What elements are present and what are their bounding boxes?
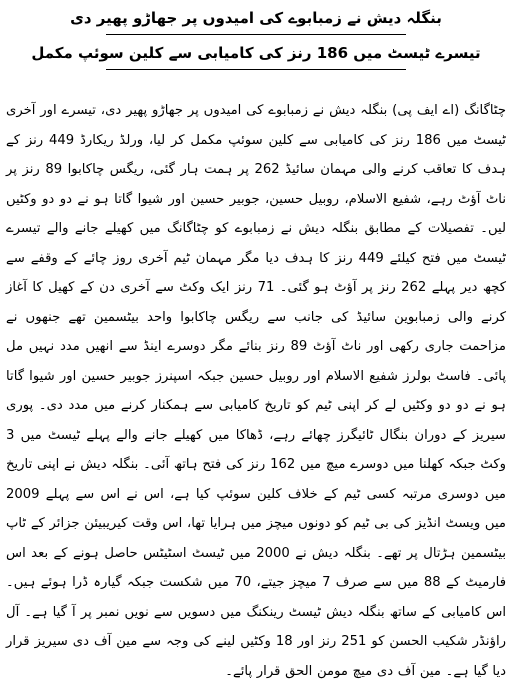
- sub-headline-divider: [106, 69, 406, 70]
- article-body: [6, 96, 506, 686]
- headline-divider: [106, 34, 406, 35]
- article-paragraph: چٹاگانگ (اے ایف پی) بنگلہ دیش نے زمبابوے کی امیدوں پر جھاڑو پھیر دی، تیسرے اور آخری ٹیسٹ میں 186 رنز کی کامیابی سے کلین سوئپ مکمل کر لیا، ورلڈ ریکارڈ 449 رنز کے ہدف کا تعاقب کرنے والی مہمان سائیڈ 262 پر ہمت ہار گئی، ریگس چاکابوا 89 رنز پر ناٹ آؤٹ رہے، شفیع الاسلام، روبیل حسین، جوبیر حسین اور شیوا گاتا ہو نے دو دو وکٹیں لیں۔ تفصیلات کے مطابق بنگلہ دیش نے زمبابوے کو چٹاگانگ میں کھیلے جانے والے تیسرے ٹیسٹ میں فتح کیلئے 449 رنز کا ہدف دیا مگر مہمان ٹیم آخری روز چائے کے وقفے سے کچھ دیر پہلے 262 رنز پر آؤٹ ہو گئی۔ 71 رنز ایک وکٹ سے آخری دن کے کھیل کا آغاز کرنے والی زمبابوین سائیڈ کی جانب سے ریگس چاکابوا واحد بیٹسمین تھے جنھوں نے مزاحمت جاری رکھی اور ناٹ آؤٹ 89 رنز بنائے مگر دوسرے اینڈ سے انھیں مدد نہیں مل پائی۔ فاسٹ بولرز شفیع الاسلام اور روبیل حسین جبکہ اسپنرز جوبیر حسین اور شیوا گاتا ہو نے دو دو وکٹیں لے کر اپنی ٹیم کو تاریخ کامیابی سے ہمکنار کرنے میں مدد دی۔ پوری سیریز کے دوران بنگال ٹائیگرز چھائے رہے، ڈھاکا میں کھیلے جانے والے پہلے ٹیسٹ میں 3 وکٹ جبکہ کھلنا میں دوسرے میچ میں 162 رنز کی فتح ہاتھ آئی۔ بنگلہ دیش نے اپنی تاریخ میں دوسری مرتبہ کسی ٹیم کے خلاف کلین سوئپ کیا ہے، اس نے اس سے پہلے 2009 میں ویسٹ انڈیز کی بی ٹیم کو دونوں میچز میں ہرایا تھا، اس وقت کیریبیئن جزائر کے ٹاپ بیٹسمین ہڑتال پر تھے۔ بنگلہ دیش نے 2000 میں ٹیسٹ اسٹیٹس حاصل ہونے کے بعد اس فارمیٹ کے 88 میں سے صرف 7 میچز جیتے، 70 میں شکست جبکہ گیارہ ڈرا ہوئے ہیں۔ اس کامیابی کے ساتھ بنگلہ دیش ٹیسٹ رینکنگ میں دسویں سے نویں نمبر پر آ گیا ہے۔ آل راؤنڈر شکیب الحسن کو 251 رنز اور 18 وکٹیں لینے کی وجہ سے مین آف دی سیریز قرار دیا گیا ہے۔ مین آف دی میچ مومن الحق قرار پائے۔: [6, 103, 507, 679]
- sub-headline: تیسرے ٹیسٹ میں 186 رنز کی کامیابی سے کلین سوئپ مکمل: [31, 44, 481, 62]
- headline: بنگلہ دیش نے زمبابوے کی امیدوں پر جھاڑو پھیر دی: [70, 9, 442, 27]
